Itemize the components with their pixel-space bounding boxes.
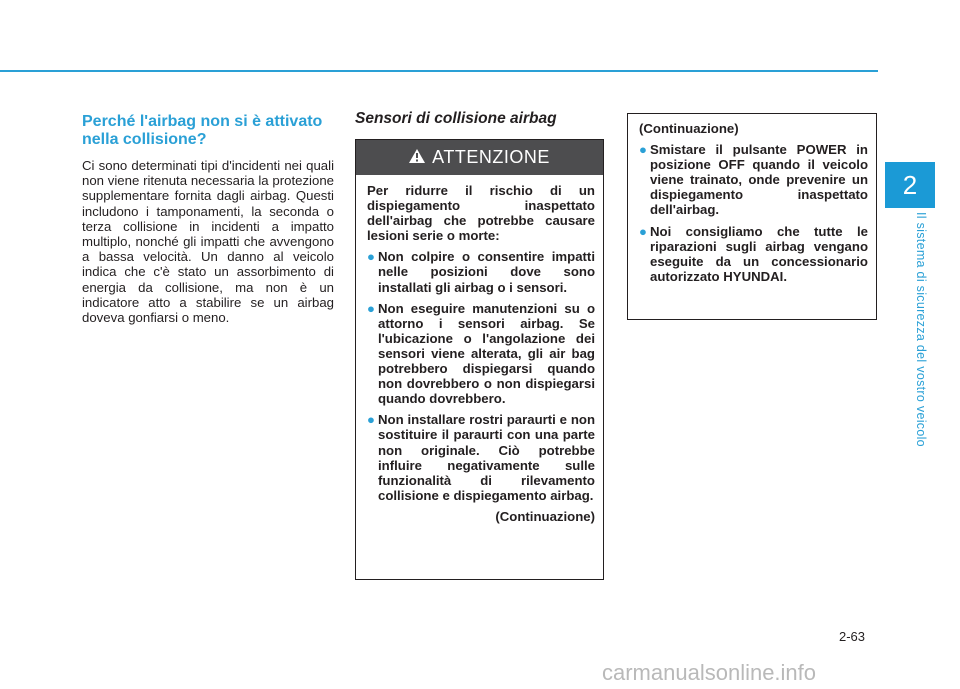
bullet-icon: ● — [367, 412, 375, 428]
section-heading: Perché l'airbag non si è attivato nella collisione? — [82, 113, 323, 148]
list-item-text: Smistare il pulsante POWER in posizione OFF quando il veicolo viene trainato, onde prevenire un dispiegamento inaspettato dell'airbag. — [650, 142, 868, 218]
bullet-icon: ● — [367, 249, 375, 265]
warning-box — [355, 139, 604, 580]
list-item-text: Non installare rostri paraurti e non sostituire il paraurti con una parte non originale. Ciò potrebbe influire negativamente sulle funzionalità di rilevamento collisione e dispiegamento airbag. — [378, 412, 595, 503]
top-rule — [0, 70, 878, 72]
list-item — [639, 224, 868, 284]
watermark[interactable]: carmanualsonline.info — [602, 660, 817, 685]
section-title: Sensori di collisione airbag — [355, 110, 557, 127]
warning-header — [356, 140, 603, 175]
list-item — [367, 249, 595, 294]
list-item-text: Noi consigliamo che tutte le riparazioni sugli airbag vengano eseguite da un concessionario autorizzato HYUNDAI. — [650, 223, 868, 284]
page-number: 2-63 — [839, 629, 866, 644]
body-paragraph: Ci sono determinati tipi d'incidenti nei quali non viene ritenuta necessaria la protezione supplementare fornita dagli airbag. Questi includono i tamponamenti, la seconda o terza collisione in incidenti a impatto multiplo, nonché gli impatti che avvengono a bassa velocità. Un danno al veicolo indica che c'è stato un assorbimento di energia da collisione, ma non è un indicatore atto a stabilire se un airbag doveva gonfiarsi o meno. — [82, 158, 334, 326]
warning-title: ATTENZIONE — [432, 147, 550, 167]
list-item — [367, 412, 595, 503]
list-item-text: Non colpire o consentire impatti nelle posizioni dove sono installati gli airbag o i sensori. — [378, 249, 595, 295]
chapter-badge: 2 — [885, 162, 935, 208]
continued-header: (Continuazione) — [639, 121, 739, 136]
bullet-icon: ● — [639, 223, 647, 239]
bullet-icon: ● — [639, 142, 647, 158]
list-item-text: Non eseguire manutenzioni su o attorno i sensori airbag. Se l'ubicazione o l'angolazione dei sensori viene alterata, gli air bag potrebbero dispiegarsi quando non dovrebbero o non dispiegarsi quando dovrebbero. — [378, 300, 595, 407]
left-column — [82, 113, 334, 325]
bullet-icon: ● — [367, 300, 375, 316]
list-item — [639, 142, 868, 217]
list-item — [367, 301, 595, 407]
continuation-box — [627, 113, 877, 320]
chapter-title-vertical: Il sistema di sicurezza del vostro veicolo — [914, 212, 928, 447]
warning-intro: Per ridurre il rischio di un dispiegamento inaspettato dell'airbag che potrebbe causare lesioni serie o morte: — [367, 183, 595, 244]
warning-triangle-icon — [409, 147, 425, 168]
continued-label: (Continuazione) — [495, 508, 595, 524]
